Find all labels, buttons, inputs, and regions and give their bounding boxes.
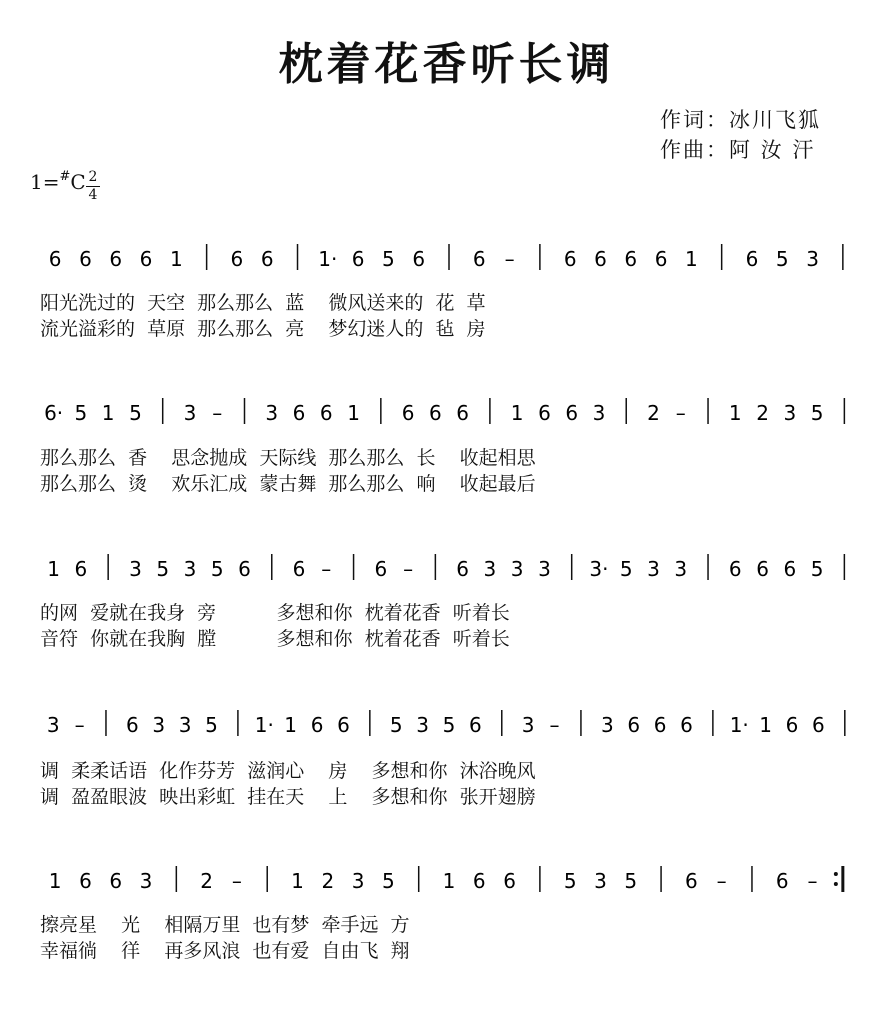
note: 3· [589,557,609,581]
note: 6· [44,401,64,425]
note: 5 [810,401,824,425]
lyric-line-5-2: 幸福徜 徉 再多风浪 也有爱 自由飞 翔 [40,940,410,962]
note: 1 [291,869,304,893]
sustain-dash: – [231,869,242,893]
lyric-line-4-1: 调 柔柔话语 化作芬芳 滋润心 房 多想和你 沐浴晚风 [40,760,536,782]
note: 3 [265,401,279,425]
note: 3 [152,713,166,737]
sustain-dash: – [74,713,85,737]
note: 1 [510,401,524,425]
sustain-dash: – [675,401,686,425]
note: 6 [125,713,139,737]
note: 5 [619,557,633,581]
note: 5 [810,557,824,581]
note: 2 [756,401,769,425]
note: 1 [169,247,183,271]
note: 6 [653,713,667,737]
note: 6 [565,401,579,425]
note: 6 [456,557,470,581]
note: 5 [389,713,403,737]
note: 6 [74,557,88,581]
note: 6 [472,869,486,893]
sustain-dash: – [403,557,414,581]
note: 6 [472,247,486,271]
note: 6 [745,247,759,271]
note: 1 [685,247,698,271]
note: 1 [347,401,360,425]
sharp-symbol: # [59,169,71,184]
note: 6 [238,557,251,581]
note: 6 [785,713,799,737]
lyric-line-2-2: 那么那么 烫 欢乐汇成 蒙古舞 那么那么 响 收起最后 [40,473,536,495]
note: 3 [129,557,142,581]
note: 1 [442,869,456,893]
note: 3 [183,401,197,425]
sustain-dash: – [549,713,560,737]
note: 3 [783,401,797,425]
note: 5 [156,557,170,581]
note: 6 [310,713,324,737]
note: 6 [685,869,698,893]
note: 6 [109,247,123,271]
note: 3 [647,557,660,581]
lyric-line-4-2: 调 盈盈眼波 映出彩虹 挂在天 上 多想和你 张开翅膀 [40,786,536,808]
note: 1 [728,401,742,425]
note: 6 [79,247,92,271]
sustain-dash: – [212,401,223,425]
lyric-line-3-1: 的网 爱就在我身 旁 多想和你 枕着花香 听着长 [40,602,510,624]
note: 6 [374,557,388,581]
note: 1 [284,713,298,737]
note: 3 [806,247,819,271]
note: 3 [183,557,197,581]
composer-credit: 作曲：阿 汝 汗 [660,138,816,162]
repeat-dot [834,882,838,886]
note: 6 [594,247,607,271]
note: 1 [48,869,62,893]
sustain-dash: – [807,869,818,893]
note: 1· [729,713,749,737]
note: 6 [756,557,769,581]
note: 2 [321,869,335,893]
note: 6 [503,869,516,893]
note: 6 [469,713,482,737]
lyric-line-2-1: 那么那么 香 思念抛成 天际线 那么那么 长 收起相思 [40,447,536,469]
note: 6 [538,401,551,425]
note: 1 [101,401,115,425]
sustain-dash: – [321,557,332,581]
note: 1 [47,557,61,581]
note: 5 [129,401,142,425]
note: 6 [319,401,333,425]
lyric-line-3-2: 音符 你就在我胸 膛 多想和你 枕着花香 听着长 [40,628,510,650]
note: 6 [260,247,274,271]
note: 6 [230,247,244,271]
note: 1· [318,247,338,271]
note: 6 [79,869,92,893]
note: 6 [412,247,426,271]
repeat-dot [834,872,838,876]
note: 3 [351,869,365,893]
note: 6 [456,401,470,425]
note: 6 [48,247,62,271]
key-signature: 1=#C [30,169,86,194]
time-signature: 2 4 [86,170,100,203]
note: 6 [563,247,577,271]
note: 6 [775,869,789,893]
note: 6 [139,247,153,271]
lyricist-credit: 作词：冰川飞狐 [660,108,821,132]
note: 2 [200,869,213,893]
note: 6 [728,557,742,581]
note: 6 [109,869,123,893]
note: 6 [292,557,306,581]
note: 5 [775,247,789,271]
note: 3 [592,401,606,425]
sustain-dash: – [504,247,515,271]
note: 3 [178,713,192,737]
note: 5 [382,869,395,893]
note: 6 [680,713,693,737]
note: 6 [337,713,350,737]
note: 6 [812,713,825,737]
note: 3 [139,869,153,893]
note: 5 [382,247,395,271]
song-title: 枕着花香听长调 [278,39,615,90]
note: 5 [442,713,456,737]
note: 1· [254,713,274,737]
note: 6 [627,713,641,737]
lyric-line-1-2: 流光溢彩的 草原 那么那么 亮 梦幻迷人的 毡 房 [40,318,486,340]
note: 5 [205,713,218,737]
note: 3 [510,557,524,581]
note: 6 [292,401,306,425]
lyric-line-1-1: 阳光洗过的 天空 那么那么 蓝 微风送来的 花 草 [40,292,486,314]
note: 5 [624,869,638,893]
note: 3 [483,557,497,581]
note: 3 [600,713,614,737]
note: 6 [428,401,442,425]
note: 5 [210,557,224,581]
note: 3 [538,557,551,581]
sustain-dash: – [716,869,727,893]
note: 1 [759,713,773,737]
note: 3 [46,713,60,737]
note: 3 [416,713,429,737]
lyric-line-5-1: 擦亮星 光 相隔万里 也有梦 牵手远 方 [40,914,410,936]
note: 6 [624,247,638,271]
note: 3 [594,869,607,893]
note: 6 [401,401,415,425]
note: 5 [563,869,577,893]
note: 5 [74,401,88,425]
note: 6 [654,247,668,271]
note: 3 [521,713,535,737]
note: 6 [351,247,365,271]
note: 3 [674,557,688,581]
note: 6 [783,557,797,581]
note: 2 [647,401,660,425]
